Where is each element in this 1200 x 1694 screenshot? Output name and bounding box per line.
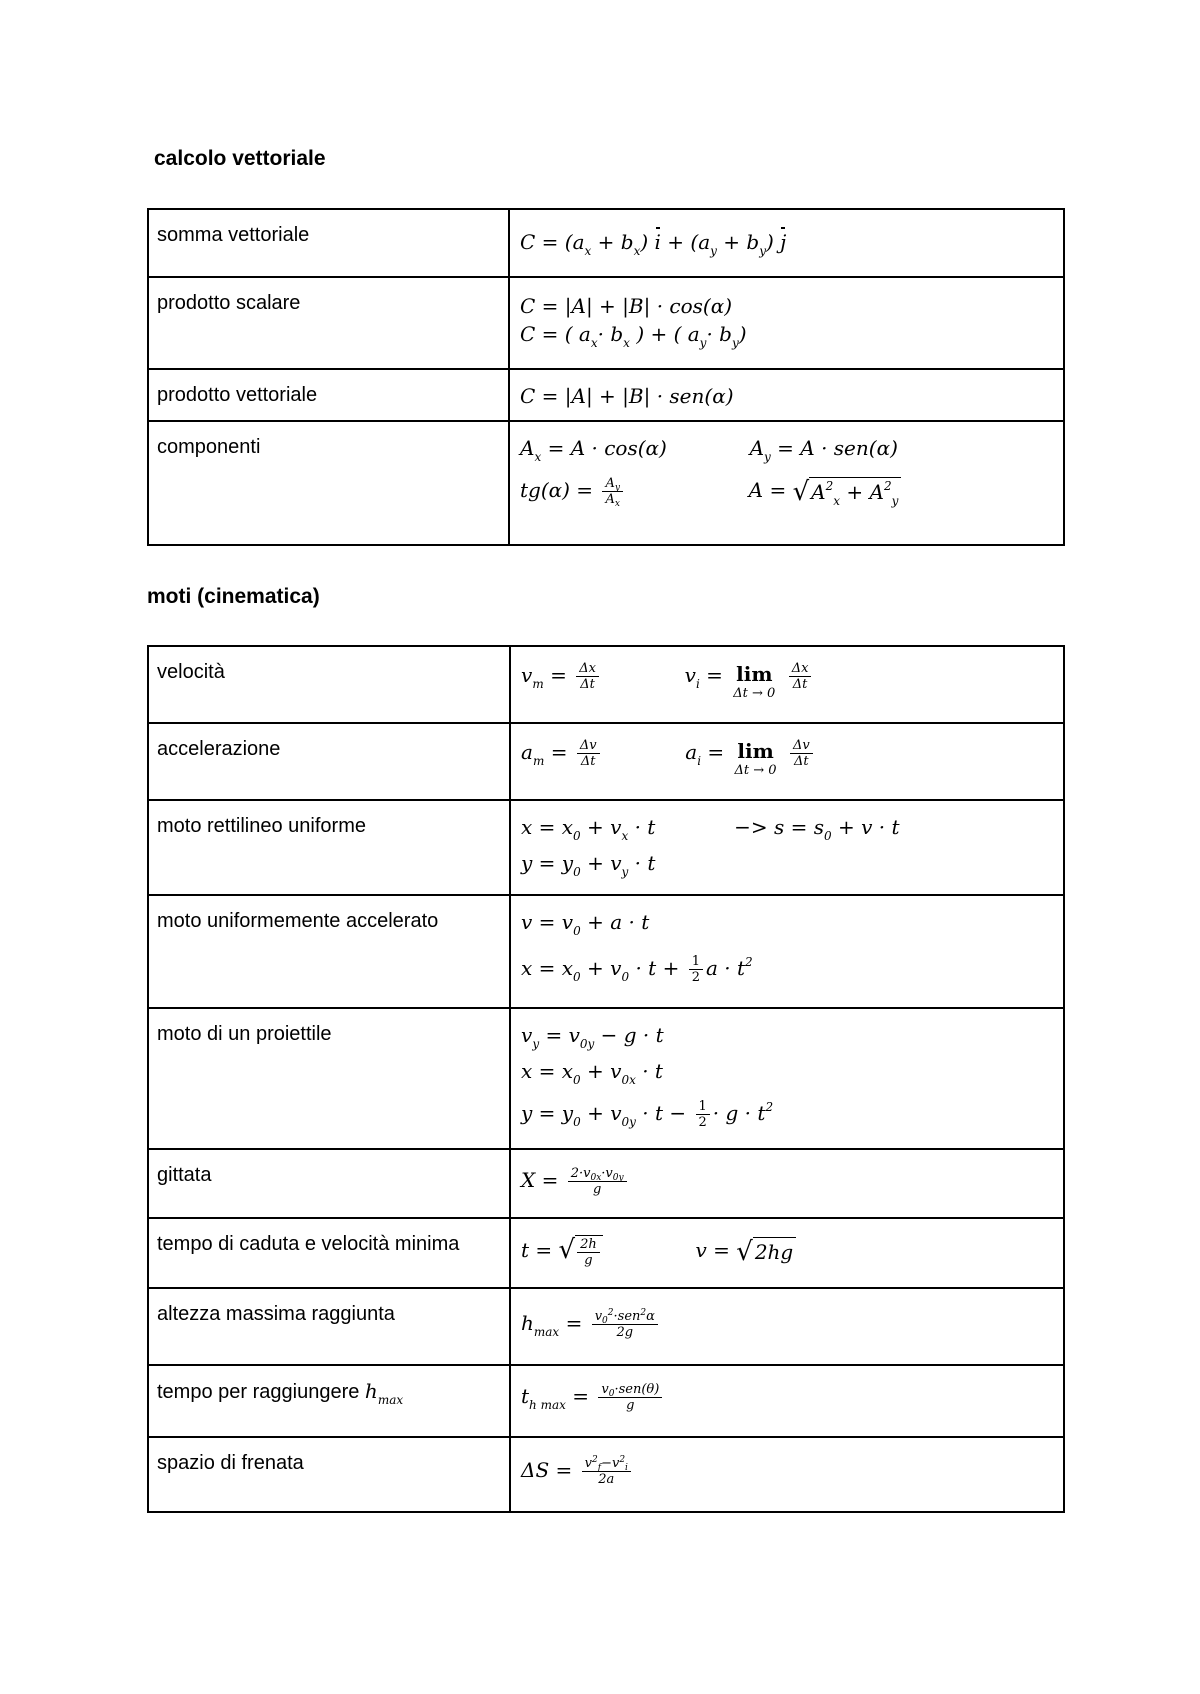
formula-fall-time: t = √ $\frac{2h}{g}$ v = √ 2hg	[510, 1218, 1064, 1288]
row-label	[148, 1365, 510, 1437]
table-row	[148, 895, 1064, 1008]
row-label: velocità	[148, 646, 510, 723]
row-label: moto uniformemente accelerato	[148, 895, 510, 1008]
h-max-symbol: $h_{max}$	[364, 1379, 404, 1407]
row-label: altezza massima raggiunta	[148, 1288, 510, 1365]
table-row	[148, 209, 1064, 277]
table-row	[148, 1218, 1064, 1288]
kinematics-table	[147, 645, 1065, 1513]
row-label: prodotto scalare	[148, 277, 509, 369]
section-title-kinematics: moti (cinematica)	[147, 585, 320, 608]
vector-calculus-table	[147, 208, 1065, 546]
formula-velocity: $v_m$ = $\frac{\Delta x}{\Delta t}$ $v_i$ = lim Δt → 0 $\frac{\Delta x}{\Delta t}$	[510, 646, 1064, 723]
row-label-text: tempo per raggiungere	[157, 1381, 360, 1403]
table-row	[148, 723, 1064, 800]
formula-max-height: $h_{max}$ = $\frac{v_0^2\cdot sen^2\alpha}{2g}$	[510, 1288, 1064, 1365]
formula-acceleration: $a_m$ = $\frac{\Delta v}{\Delta t}$ $a_i$ = lim Δt → 0 $\frac{\Delta v}{\Delta t}$	[510, 723, 1064, 800]
table-row	[148, 1365, 1064, 1437]
formula-time-to-hmax: $t_{h max}$ = $\frac{v_0\cdot sen(\theta)}{g}$	[510, 1365, 1064, 1437]
formula-braking-distance: ΔS = $\frac{v^2_f-v^2_i}{2a}$	[510, 1437, 1064, 1512]
formula-components: $A_x = A \cdot \cos(\alpha) A_y = A \cdot sen(\alpha)$ tg(α) = $\frac{A_y}{A_x}$ A = √ $A^2_x + A^2_y$	[509, 421, 1064, 545]
row-label: moto rettilineo uniforme	[148, 800, 510, 895]
row-label: tempo di caduta e velocità minima	[148, 1218, 510, 1288]
table-row	[148, 800, 1064, 895]
formula-scalar-product: C = |A| + |B| · cos(α) C = ( $a_x\cdot b_x$ ) + ( $a_y\cdot b_y$)	[509, 277, 1064, 369]
formula-range: X = $\frac{2\cdot v_{0x}\cdot v_{0y}}{g}$	[510, 1149, 1064, 1218]
row-label: componenti	[148, 421, 509, 545]
table-row	[148, 277, 1064, 369]
row-label: spazio di frenata	[148, 1437, 510, 1512]
formula-uniform-motion: $x = x_0 + v_x \cdot t -> s = s_0 + v \cdot t$ $y = y_0 + v_y \cdot t$	[510, 800, 1064, 895]
table-row	[148, 369, 1064, 421]
formula-projectile: $v_y = v_{0y} - g \cdot t$ $x = x_0 + v_{0x} \cdot t$ $y = y_0 + v_{0y} \cdot t$ − $\frac{1}{2}$ · $g \cdot t^2$	[510, 1008, 1064, 1149]
table-row	[148, 1437, 1064, 1512]
section-title-vector: calcolo vettoriale	[154, 147, 326, 170]
row-label: accelerazione	[148, 723, 510, 800]
row-label: prodotto vettoriale	[148, 369, 509, 421]
table-row	[148, 1149, 1064, 1218]
table-row	[148, 1288, 1064, 1365]
row-label: moto di un proiettile	[148, 1008, 510, 1149]
table-row	[148, 646, 1064, 723]
formula-vector-product: C = |A| + |B| · sen(α)	[509, 369, 1064, 421]
formula-vector-sum: $C = (a_x + b_x) i + (a_y + b_y)$ j	[509, 209, 1064, 277]
row-label: somma vettoriale	[148, 209, 509, 277]
row-label: gittata	[148, 1149, 510, 1218]
table-row	[148, 421, 1064, 545]
formula-uniform-acceleration: $v = v_0 + a \cdot t$ $x = x_0 + v_0 \cdot t$ + $\frac{1}{2}$ $a \cdot t^2$	[510, 895, 1064, 1008]
table-row	[148, 1008, 1064, 1149]
